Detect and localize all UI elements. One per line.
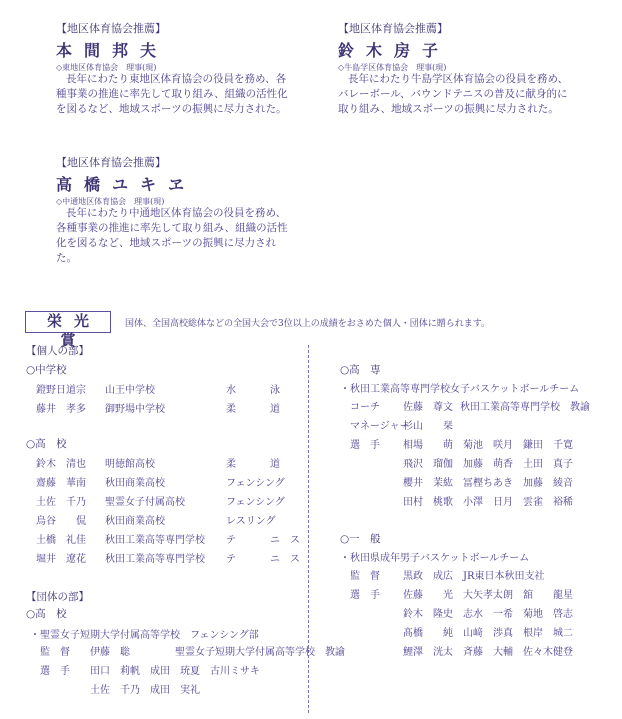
entry-cell: 土佐 千乃 成田 実礼 [90,685,200,696]
recommend-role: ◇牛島学区体育協会 理事(現) [338,63,447,72]
entry-cell: 伊藤 聡 [90,647,130,658]
entry-cell: 秋田商業高校 [105,516,165,527]
entry-cell: 御野場中学校 [105,404,165,415]
entry-cell: レスリング [226,516,276,527]
recommend-name: 鈴木房子 [338,41,451,60]
group-high-heading: ○高 校 [26,608,67,620]
entry-cell: 明徳館高校 [105,459,155,470]
entry-cell: 柔 [226,459,236,470]
entry-cell: マネージャー [350,421,410,432]
kosen-team: ・秋田工業高等専門学校女子バスケットボールチーム [340,384,580,395]
group-heading: 【団体の部】 [26,591,89,603]
recommend-name: 高橋ユキヱ [56,175,197,194]
entry-cell: 鈴木 隆史 志水 一希 菊地 啓志 [403,609,573,620]
entry-cell: 聖霊女子付属高校 [105,497,185,508]
entry-cell: 秋田工業高等専門学校 教諭 [460,402,590,413]
entry-cell: 泳 [270,385,280,396]
recommend-tag: 【地区体育協会推薦】 [338,22,448,35]
entry-cell: 堀井 遼花 [36,554,86,565]
entry-cell: 監 督 [350,571,380,582]
entry-cell: 道 [270,404,280,415]
entry-cell: 鈴木 清也 [36,459,86,470]
entry-cell: 齋藤 華南 [36,478,86,489]
entry-cell: 鯉澤 洸太 斉藤 大輔 佐々木健登 [403,647,573,658]
entry-cell: フェンシング [226,478,285,489]
entry-cell: 黒政 成広 JR東日本秋田支社 [403,571,545,582]
entry-cell: 選 手 [40,666,70,677]
entry-cell: 秋田工業高等専門学校 [105,554,205,565]
recommend-desc: 長年にわたり中通地区体育協会の役員を務め、各種事業の推進に率先して取り組み、組織の活性化を図るなど、地域スポーツの振興に尽力された。 [56,207,288,264]
entry-cell: 佐藤 光 大矢孝太朗 舘 龍星 [403,590,573,601]
entry-cell: 田村 桃歌 小澤 日月 雲雀 裕稀 [403,497,573,508]
kosen-heading: ○高 専 [340,364,381,376]
junior-heading: ○中学校 [26,364,67,376]
entry-cell: 秋田工業高等専門学校 [105,535,205,546]
recommend-tag: 【地区体育協会推薦】 [56,156,166,169]
entry-cell: ニ ス [270,554,300,565]
award-title: 栄光賞 [25,311,111,333]
entry-cell: 水 [226,385,236,396]
entry-cell: ニ ス [270,535,300,546]
entry-cell: 烏谷 侃 [36,516,86,527]
entry-cell: 鐙野日道宗 [36,385,86,396]
high-heading: ○高 校 [26,438,67,450]
recommend-name: 本間邦夫 [56,41,169,60]
group-team: ・聖霊女子短期大学付属高等学校 フェンシング部 [30,630,259,641]
entry-cell: 土橋 礼佳 [36,535,86,546]
general-heading: ○一 般 [340,533,381,545]
entry-cell: 秋田商業高校 [105,478,165,489]
entry-cell: 選 手 [350,440,380,451]
entry-cell: 土佐 千乃 [36,497,86,508]
entry-cell: 山王中学校 [105,385,155,396]
individual-heading: 【個人の部】 [26,345,89,357]
entry-cell: 監 督 [40,647,70,658]
entry-cell: 杉山 栞 [403,421,453,432]
entry-cell: 櫻井 茉紘 冨樫ちあき 加藤 綾音 [403,478,573,489]
entry-cell: 相場 萌 菊池 咲月 鎌田 千寛 [403,440,573,451]
entry-cell: コーチ [350,402,380,413]
recommend-desc: 長年にわたり東地区体育協会の役員を務め、各種事業の推進に率先して取り組み、組織の活性化を図るなど、地域スポーツの振興に尽力された。 [56,73,288,115]
recommend-role: ◇中通地区体育協会 理事(現) [56,197,165,206]
entry-cell: 飛沢 瑠伽 加藤 萌香 土田 真子 [403,459,573,470]
entry-cell: テ [226,535,236,546]
entry-cell: 藤井 孝多 [36,404,86,415]
entry-cell: フェンシング [226,497,285,508]
entry-cell: 選 手 [350,590,380,601]
entry-cell: 髙橋 純 山﨑 渉真 根岸 城二 [403,628,573,639]
entry-cell: テ [226,554,236,565]
general-team: ・秋田県成年男子バスケットボールチーム [340,553,530,564]
entry-cell: 聖霊女子短期大学付属高等学校 教諭 [175,647,345,658]
recommend-role: ◇東地区体育協会 理事(現) [56,63,157,72]
entry-cell: 佐藤 尊文 [403,402,453,413]
recommend-desc: 長年にわたり牛島学区体育協会の役員を務め、バレーボール、バウンドテニスの普及に献身的に取り組み、地域スポーツの振興に尽力された。 [338,73,569,115]
entry-cell: 柔 [226,404,236,415]
award-description: 国体、全国高校総体などの全国大会で3位以上の成績をおさめた個人・団体に贈られます。 [125,319,491,329]
entry-cell: 道 [270,459,280,470]
entry-cell: 田口 莉帆 成田 珫夏 古川ミサキ [90,666,260,677]
recommend-tag: 【地区体育協会推薦】 [56,22,166,35]
